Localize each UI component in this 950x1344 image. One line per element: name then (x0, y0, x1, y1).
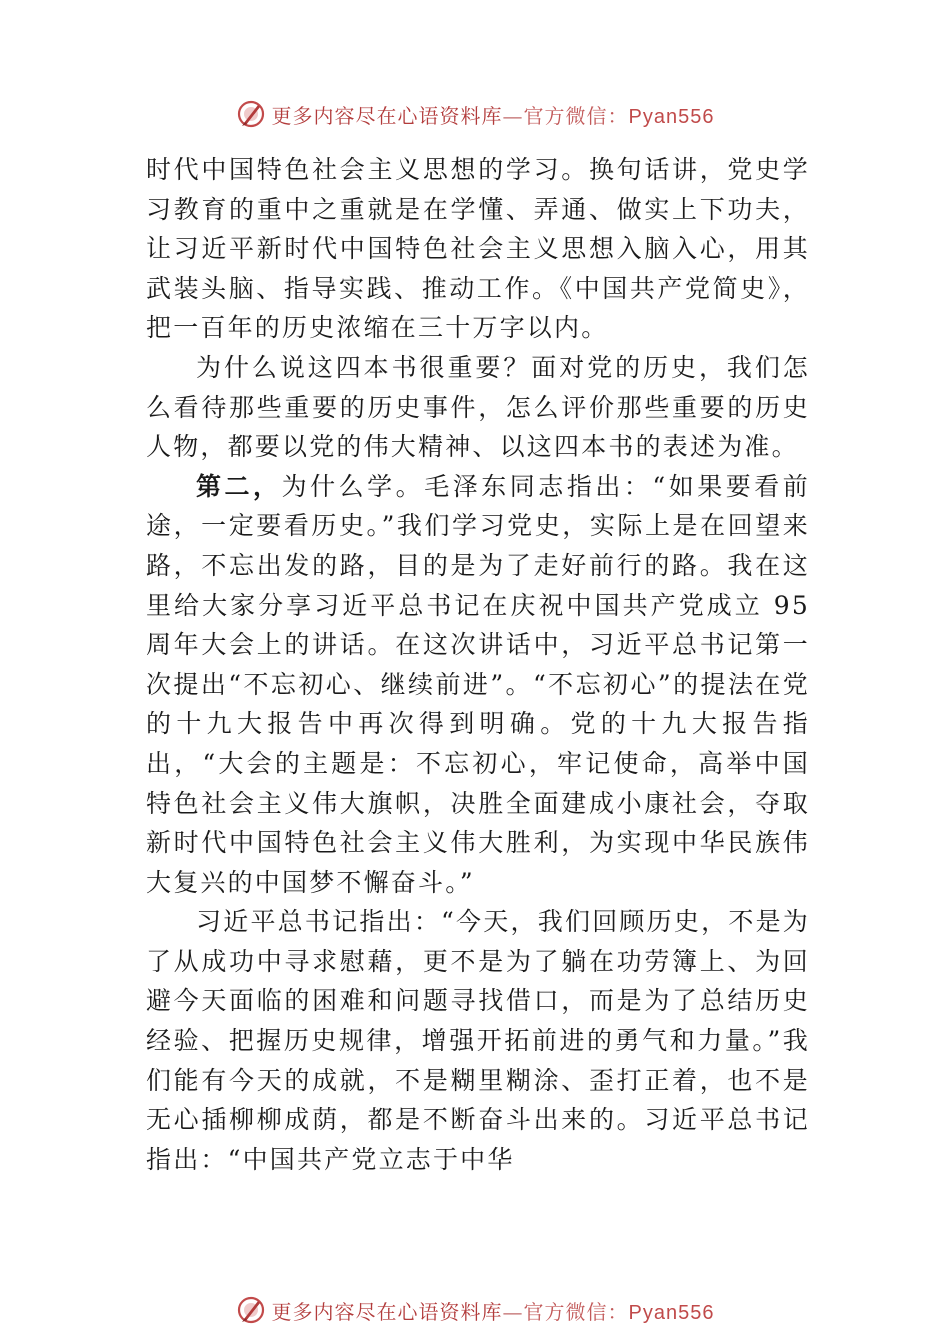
footer-banner-wechat-id: Pyan556 (628, 1301, 715, 1324)
paragraph-3-text: 为什么学。毛泽东同志指出：“如果要看前途，一定要看历史。”我们学习党史，实际上是在回望来路，不忘出发的路，目的是为了走好前行的路。我在这里给大家分享习近平总书记在庆祝中国共产党成立 95 周年大会上的讲话。在这次讲话中，习近平总书记第一次提出“不忘初心、继续前进”。“不忘初心”的提法在党的十九大报告中再次得到明确。党的十九大报告指出，“大会的主题是：不忘初心，牢记使命，高举中国特色社会主义伟大旗帜，决胜全面建成小康社会，夺取新时代中国特色社会主义伟大胜利，为实现中华民族伟大复兴的中国梦不懈奋斗。” (146, 471, 810, 897)
banner-official-label: 官方微信： (523, 103, 629, 128)
header-banner (0, 94, 950, 134)
footer-banner-dash: — (502, 1299, 524, 1324)
paragraph-3 (146, 467, 810, 903)
footer-banner-text (272, 1296, 715, 1325)
paragraph-2: 为什么说这四本书很重要？面对党的历史，我们怎么看待那些重要的历史事件，怎么评价那些重要的历史人物，都要以党的伟大精神、以这四本书的表述为准。 (146, 352, 810, 462)
banner-main-text: 更多内容尽在心语资料库 (271, 103, 503, 128)
footer-banner (0, 1290, 950, 1330)
document-body (146, 150, 810, 1179)
banner-text (272, 100, 715, 129)
banner-dash: — (502, 103, 524, 128)
paragraph-1: 时代中国特色社会主义思想的学习。换句话讲，党史学习教育的重中之重就是在学懂、弄通、做实上下功夫，让习近平新时代中国特色社会主义思想入脑入心，用其武装头脑、指导实践、推动工作。《中国共产党简史》，把一百年的历史浓缩在三十万字以内。 (146, 155, 810, 343)
quill-pen-circle-icon (236, 99, 266, 129)
quill-pen-circle-icon (236, 1295, 266, 1325)
footer-banner-main-text: 更多内容尽在心语资料库 (271, 1299, 503, 1324)
banner-wechat-id: Pyan556 (628, 105, 715, 128)
paragraph-3-lead: 第二， (196, 471, 282, 501)
footer-banner-official-label: 官方微信： (523, 1299, 629, 1324)
paragraph-4: 习近平总书记指出：“今天，我们回顾历史，不是为了从成功中寻求慰藉，更不是为了躺在功劳簿上、为回避今天面临的困难和问题寻找借口，而是为了总结历史经验、把握历史规律，增强开拓前进的勇气和力量。”我们能有今天的成就，不是糊里糊涂、歪打正着，也不是无心插柳柳成荫，都是不断奋斗出来的。习近平总书记指出：“中国共产党立志于中华 (146, 907, 810, 1174)
